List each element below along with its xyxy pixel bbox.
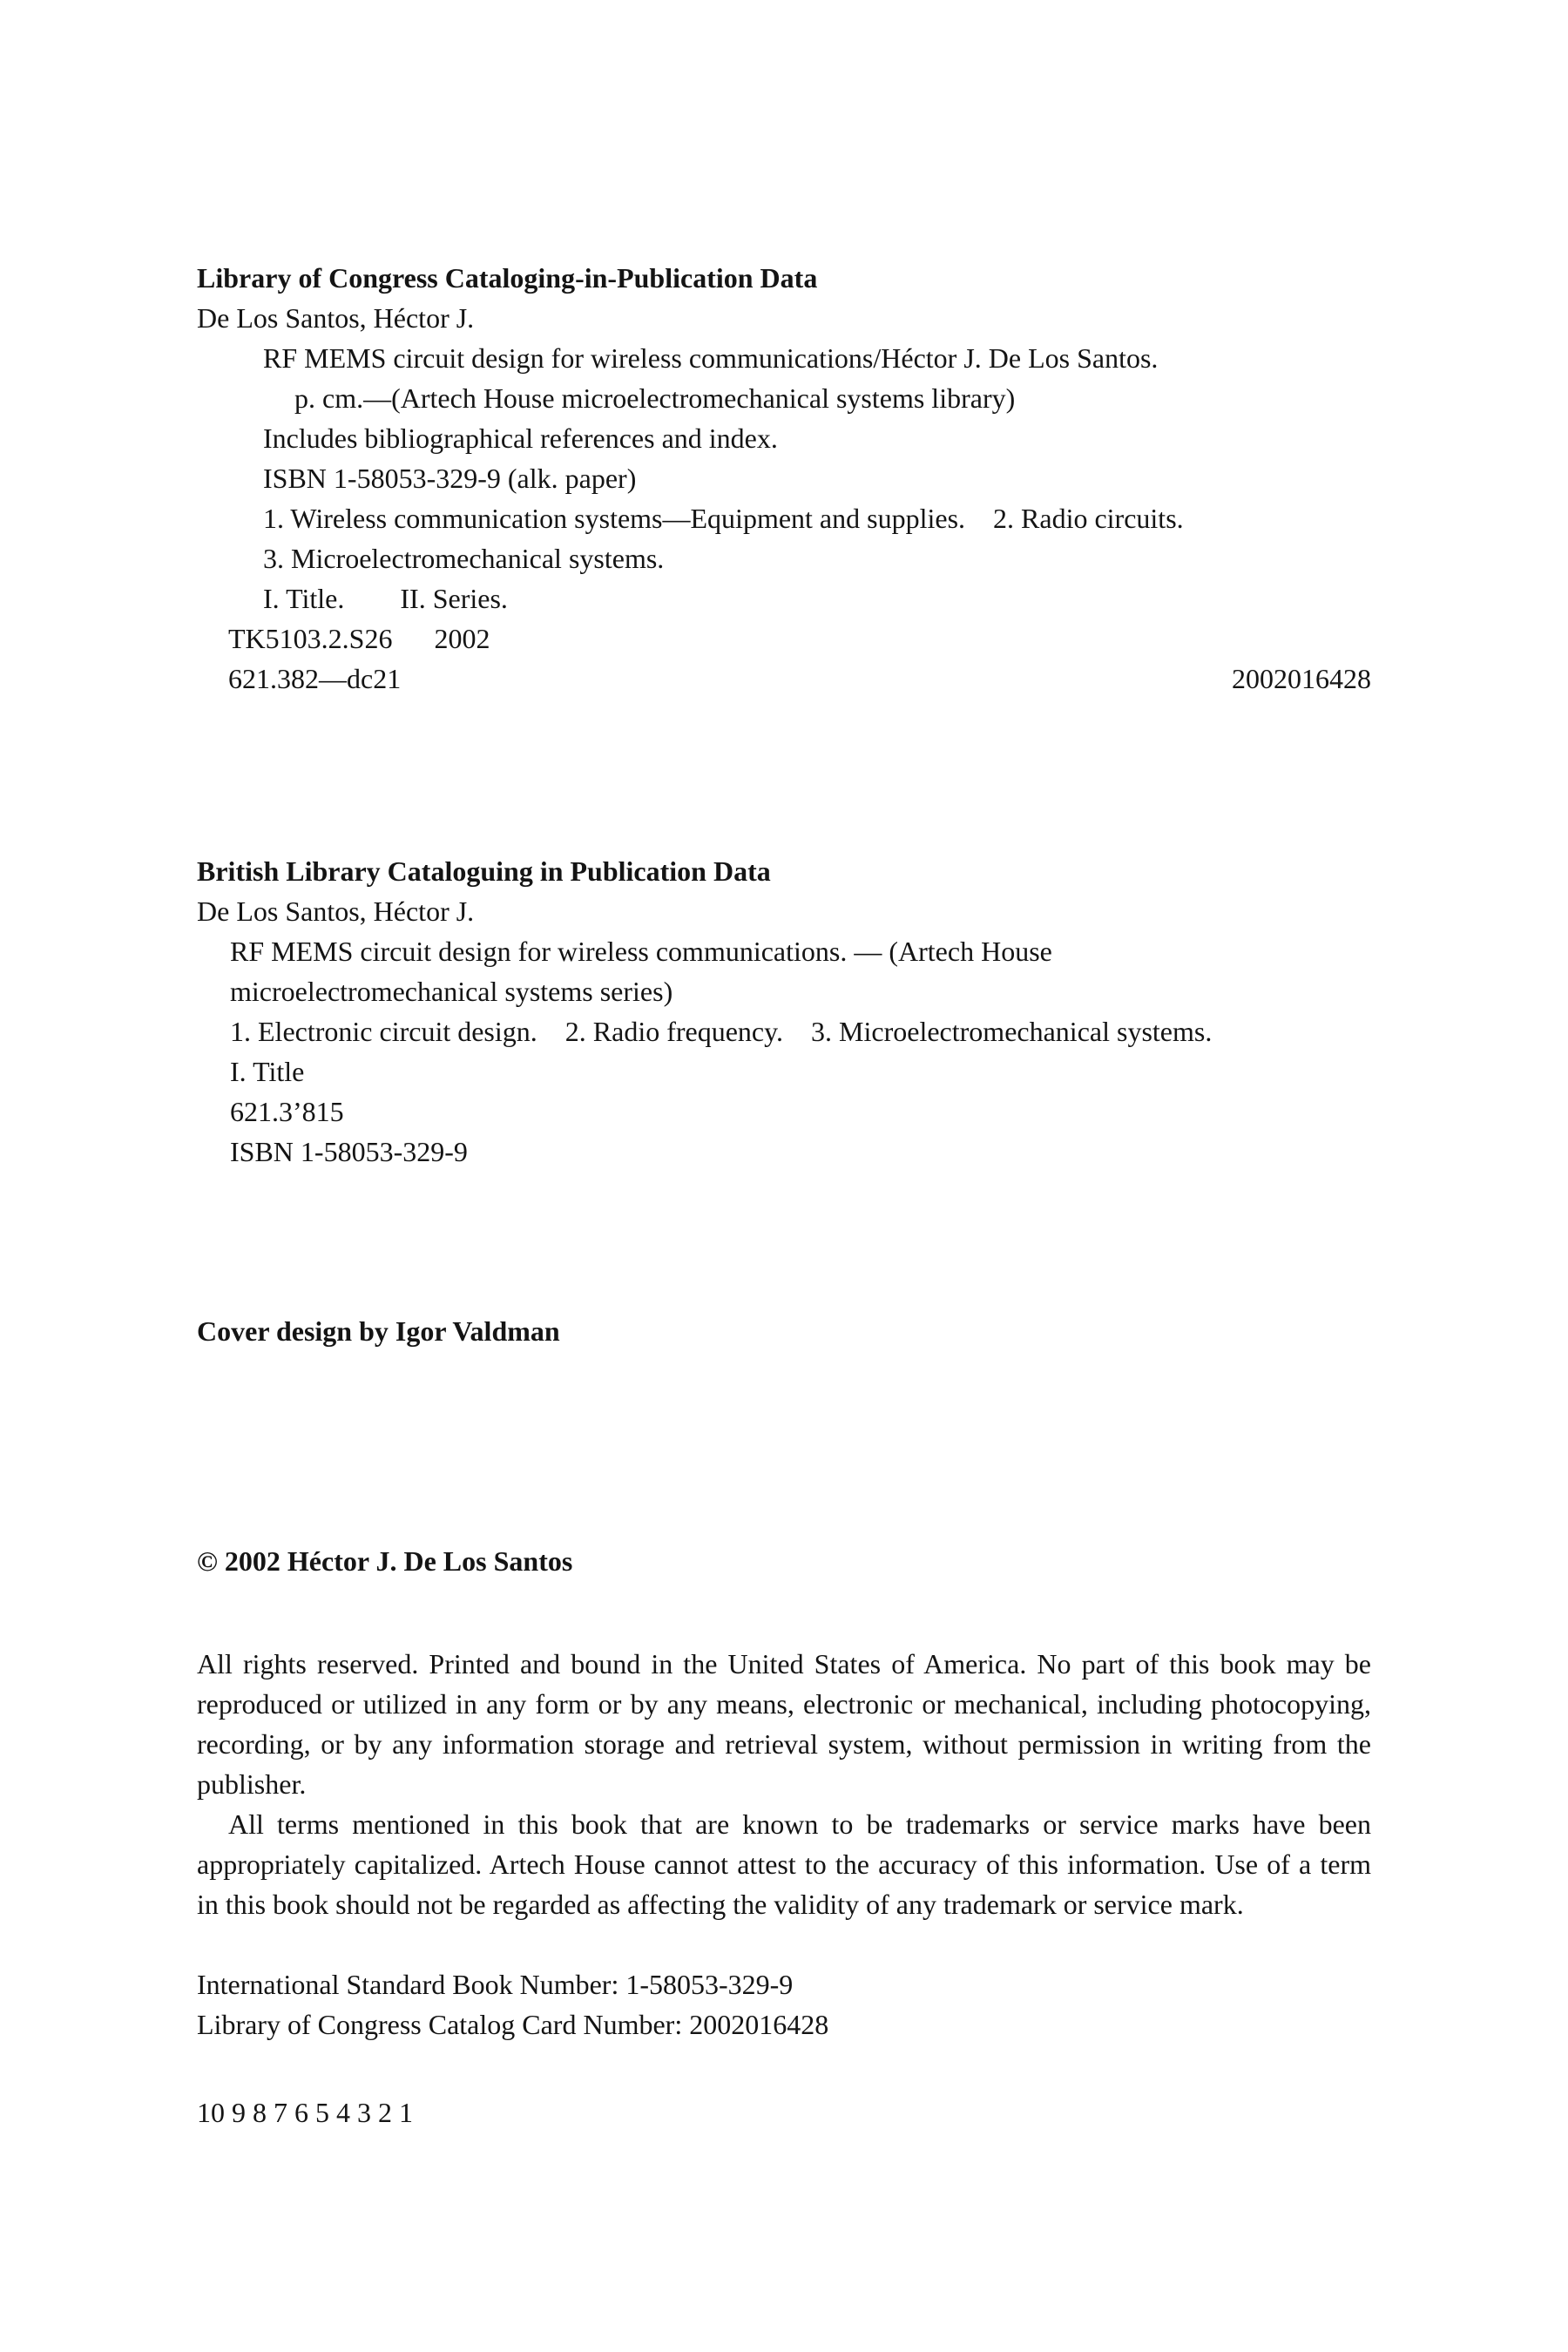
british-cip-heading: British Library Cataloguing in Publication Data bbox=[197, 855, 771, 887]
loc-isbn-line: ISBN 1-58053-329-9 (alk. paper) bbox=[263, 463, 637, 494]
british-subjects-line: 1. Electronic circuit design. 2. Radio frequency. 3. Microelectromechanical systems. bbox=[230, 1016, 1213, 1047]
loc-subjects-line-1: 1. Wireless communication systems—Equipment and supplies. 2. Radio circuits. bbox=[263, 503, 1184, 534]
loc-cip-heading: Library of Congress Cataloging-in-Publication Data bbox=[197, 262, 818, 294]
british-author-line: De Los Santos, Héctor J. bbox=[197, 896, 475, 927]
rights-paragraph-2: All terms mentioned in this book that are known to be trademarks or service marks have been appropriately capitalized. Artech House cannot attest to the accuracy of this information. Use of a term in this book should not be regarded as affecting the validity of any trademark or service mark. bbox=[197, 1808, 1371, 1920]
british-cip-block bbox=[197, 851, 1371, 1172]
loc-dewey-row bbox=[197, 659, 1371, 699]
copyright-block bbox=[197, 1541, 1371, 1581]
identifiers-block bbox=[197, 1964, 1371, 2044]
isbn-statement-line: International Standard Book Number: 1-58053-329-9 bbox=[197, 1969, 794, 2000]
loc-call-number-line: TK5103.2.S26 2002 bbox=[228, 623, 490, 654]
loc-title-series-line: I. Title. II. Series. bbox=[263, 583, 508, 614]
british-title-line-2: microelectromechanical systems series) bbox=[230, 976, 673, 1007]
cover-design-credit: Cover design by Igor Valdman bbox=[197, 1315, 560, 1347]
loc-card-number: 2002016428 bbox=[1232, 663, 1371, 694]
loc-author-line: De Los Santos, Héctor J. bbox=[197, 302, 475, 334]
loc-subjects-line-2: 3. Microelectromechanical systems. bbox=[263, 543, 665, 574]
loc-dewey-number: 621.382—dc21 bbox=[228, 663, 402, 694]
british-title-note: I. Title bbox=[230, 1056, 305, 1087]
loc-series-line: p. cm.—(Artech House microelectromechanical systems library) bbox=[294, 382, 1016, 414]
loc-notes-line: Includes bibliographical references and index. bbox=[263, 422, 778, 454]
british-title-line-1: RF MEMS circuit design for wireless communications. — (Artech House bbox=[230, 936, 1052, 967]
copyright-notice: © 2002 Héctor J. De Los Santos bbox=[197, 1545, 573, 1577]
rights-paragraph-1: All rights reserved. Printed and bound in the United States of America. No part of this book may be reproduced or utilized in any form or by any means, electronic or mechanical, including photocopying, recording, or by any information storage and retrieval system, without permission in writing from the publisher. bbox=[197, 1648, 1371, 1800]
loc-cip-block bbox=[197, 258, 1371, 699]
british-dewey-number: 621.3’815 bbox=[230, 1096, 344, 1127]
printers-key: 10 9 8 7 6 5 4 3 2 1 bbox=[197, 2097, 413, 2128]
lccn-statement-line: Library of Congress Catalog Card Number: 2002016428 bbox=[197, 2009, 829, 2040]
cover-credit-block bbox=[197, 1311, 1371, 1351]
loc-title-line: RF MEMS circuit design for wireless communications/Héctor J. De Los Santos. bbox=[263, 342, 1159, 374]
printers-key-block bbox=[197, 2092, 1371, 2132]
british-isbn-line: ISBN 1-58053-329-9 bbox=[230, 1136, 468, 1167]
rights-block bbox=[197, 1644, 1371, 1924]
